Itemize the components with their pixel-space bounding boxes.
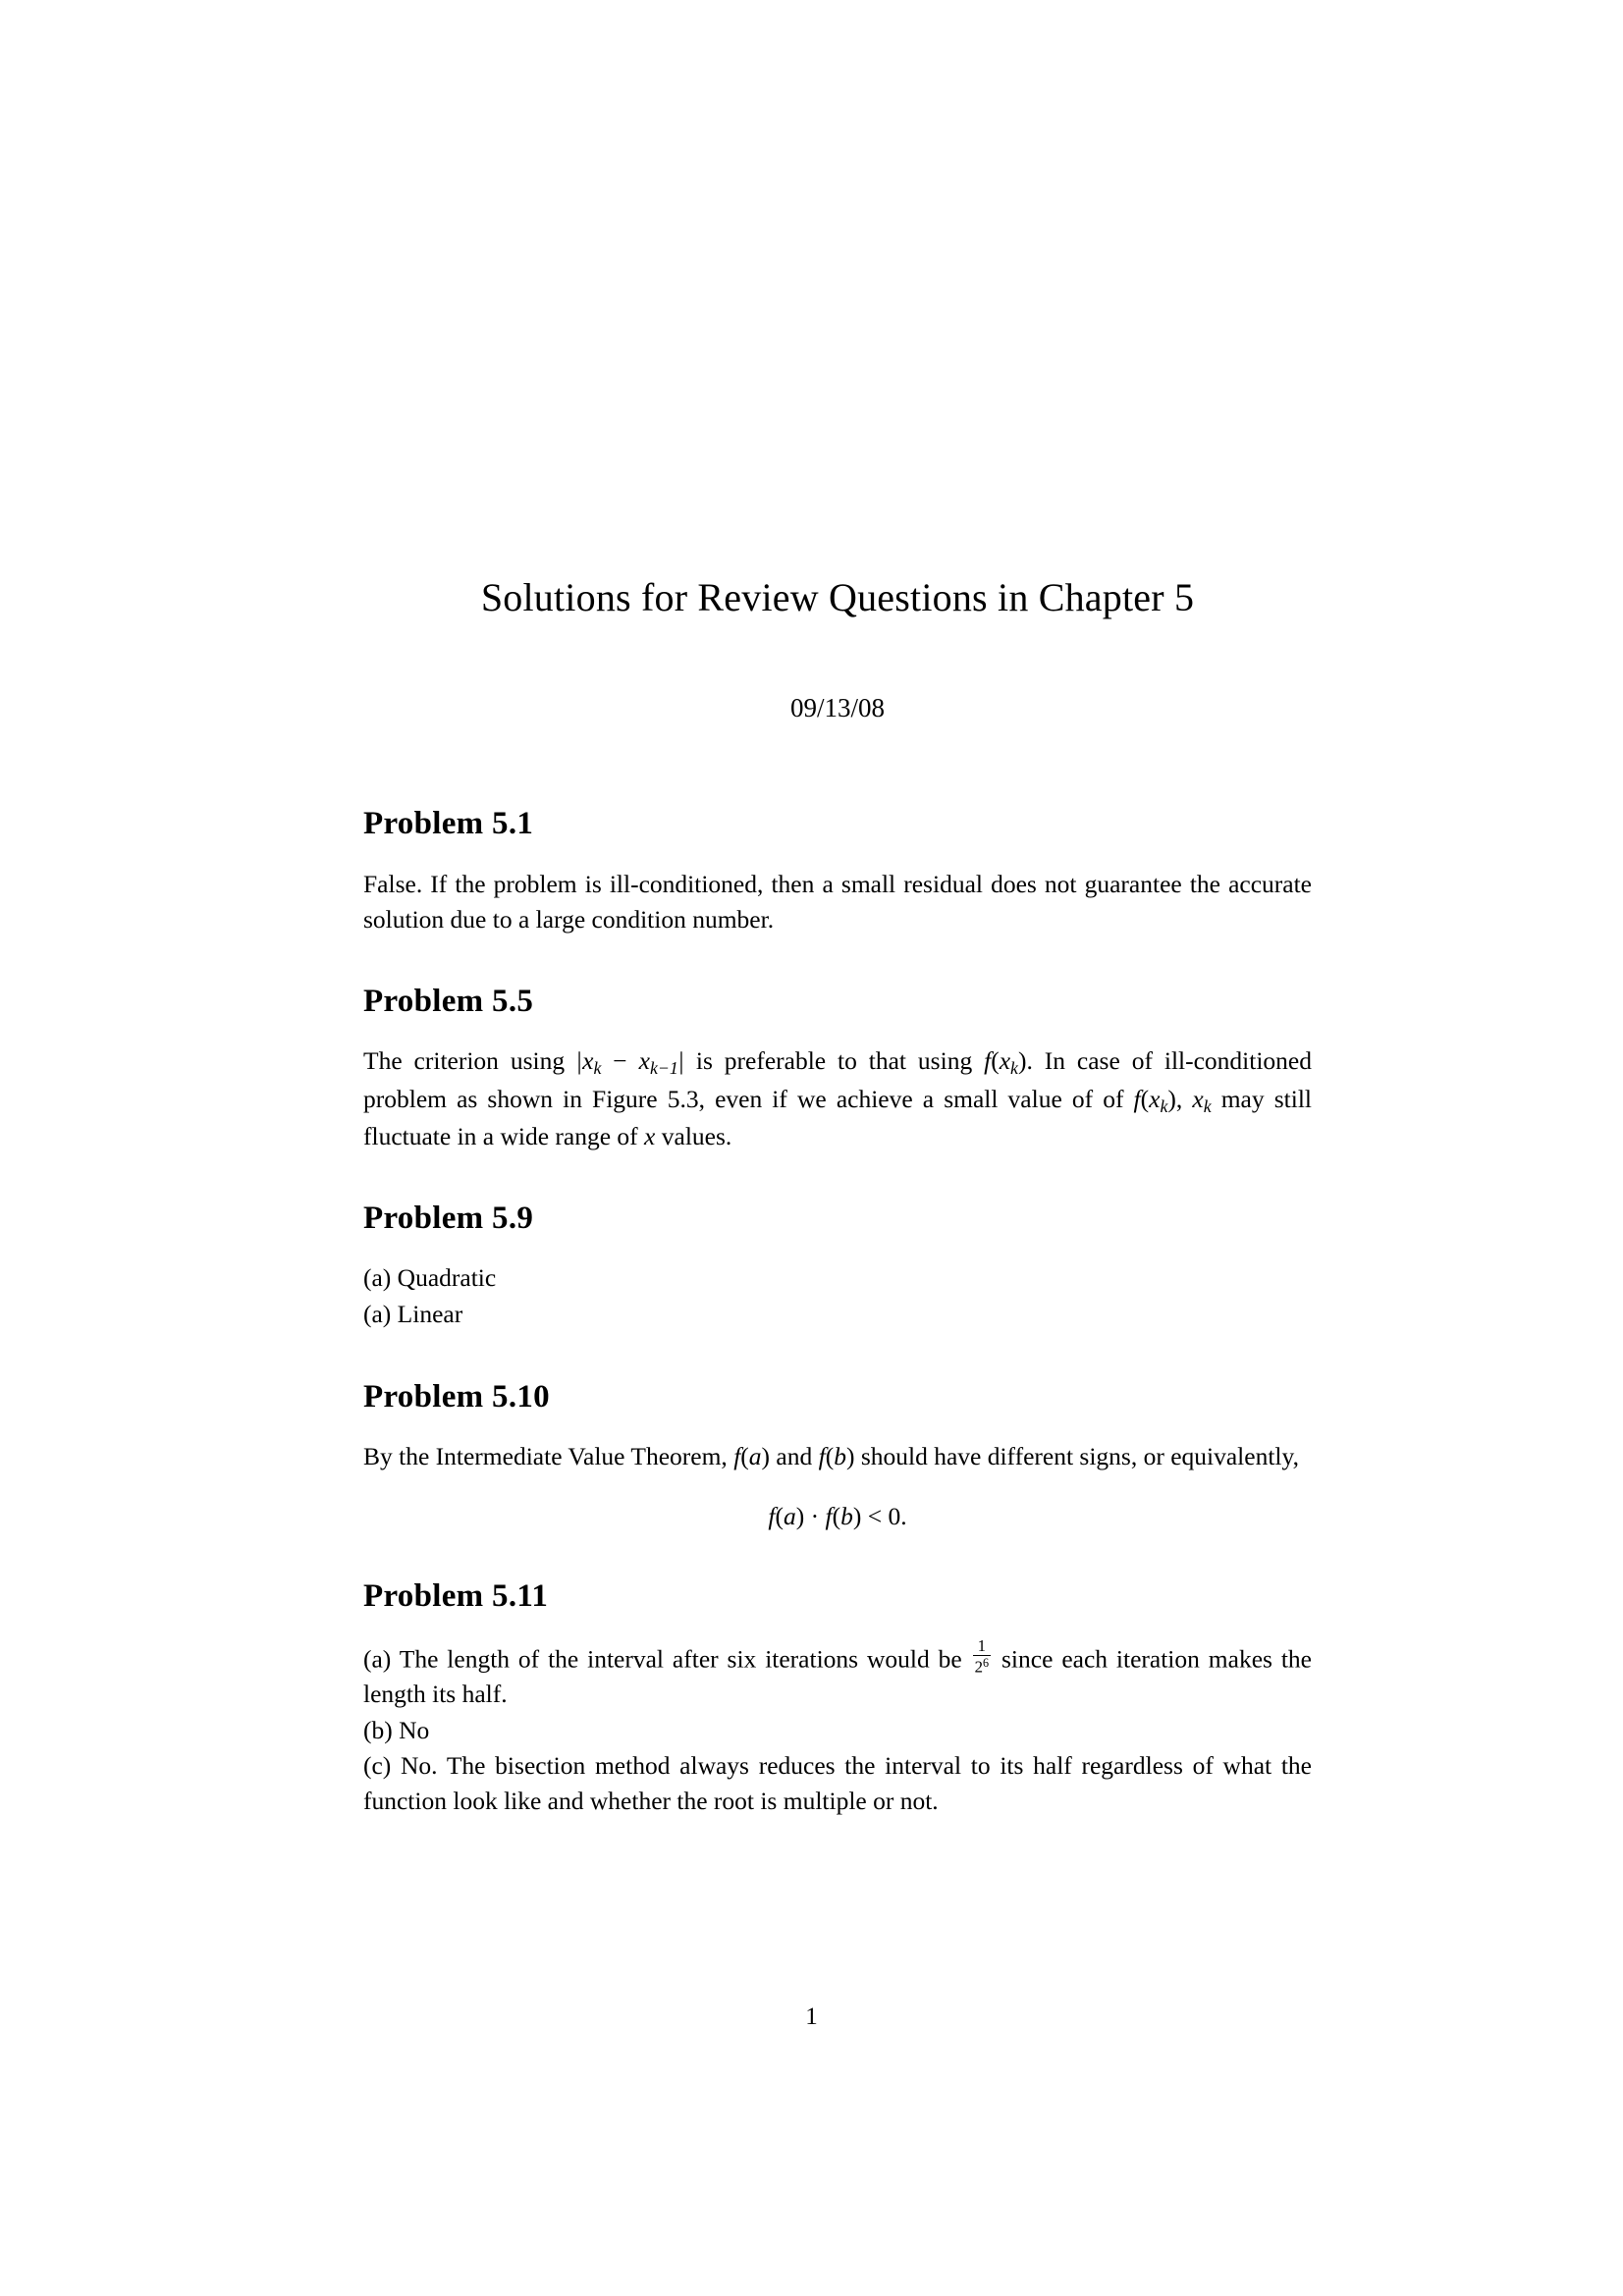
paragraph-problem-5-1: False. If the problem is ill-conditioned, then a small residual does not guarantee the accurate solution due to a large condition number.: [363, 869, 1312, 934]
math-paren-close: ): [1017, 1046, 1027, 1076]
paragraph-problem-5-10: [363, 1439, 1312, 1474]
math-subscript-k-minus-1: k−1: [649, 1058, 678, 1079]
math-function-f: f: [984, 1046, 992, 1076]
paragraph-problem-5-5: [363, 1043, 1312, 1154]
math-function-f: f: [733, 1442, 741, 1471]
text-fragment: (a) The length of the interval after six iterations would be: [363, 1644, 971, 1674]
section-problem-5-11: [363, 1576, 1312, 1819]
section-problem-5-10: [363, 1377, 1312, 1533]
heading-problem-5-1: Problem 5.1: [363, 806, 534, 842]
abs-bar-close: |: [678, 1046, 684, 1076]
text-fragment: . In case of ill-conditioned problem as shown in Figure 5.3, even if we achieve a small value of: [363, 1046, 1312, 1113]
math-relation-less-than-zero: < 0.: [861, 1502, 907, 1531]
text-fragment: should have different signs, or equivalently,: [854, 1442, 1299, 1471]
fraction-numerator: 1: [977, 1635, 987, 1655]
answer-item-a: [363, 1635, 1312, 1713]
math-dot-operator: ·: [804, 1502, 826, 1531]
math-variable-x: x: [1192, 1084, 1204, 1113]
section-problem-5-1: [363, 804, 1312, 937]
math-paren-open: (: [740, 1442, 749, 1471]
document-date: 09/13/08: [789, 693, 885, 722]
math-function-f: f: [825, 1502, 833, 1531]
math-function-f: f: [1133, 1084, 1141, 1113]
math-paren-close: ): [845, 1442, 855, 1471]
math-variable-x: x: [644, 1121, 656, 1150]
math-paren-open: (: [991, 1046, 1000, 1076]
math-paren-close: ): [852, 1502, 862, 1531]
answer-item: (a) Quadratic: [363, 1263, 497, 1293]
text-fragment: By the Intermediate Value Theorem,: [363, 1442, 734, 1471]
math-function-f: f: [768, 1502, 776, 1531]
math-variable-x: x: [999, 1046, 1011, 1076]
heading-problem-5-11: Problem 5.11: [363, 1578, 549, 1615]
spacer: [363, 1239, 1312, 1260]
math-subscript-k: k: [593, 1058, 602, 1079]
heading-problem-5-10: Problem 5.10: [363, 1378, 550, 1415]
text-fragment: The criterion using: [363, 1046, 577, 1076]
fraction-denominator: [973, 1655, 991, 1676]
answer-item-b: (b) No: [363, 1715, 430, 1744]
spacer: [363, 723, 1312, 804]
answer-item-c: (c) No. The bisection method always reduces the interval to its half regardless of what the function look like and whether the root is multiple or not.: [363, 1750, 1312, 1815]
math-paren-close: ): [795, 1502, 805, 1531]
math-paren-open: (: [825, 1442, 835, 1471]
page-title: Solutions for Review Questions in Chapter 5: [480, 575, 1195, 619]
math-subscript-k: k: [1203, 1095, 1212, 1116]
text-fragment: since each iteration makes the length its half.: [363, 1644, 1312, 1709]
math-variable-a: a: [748, 1442, 762, 1471]
spacer: [363, 1532, 1312, 1576]
spacer: [363, 845, 1312, 867]
section-problem-5-5: [363, 982, 1312, 1154]
denominator-base: 2: [974, 1657, 984, 1677]
math-variable-a: a: [783, 1502, 796, 1531]
math-variable-x: x: [582, 1046, 594, 1076]
math-paren-close: ): [761, 1442, 771, 1471]
math-paren-open: (: [832, 1502, 841, 1531]
text-fragment: and: [770, 1442, 819, 1471]
math-variable-b: b: [834, 1442, 846, 1471]
page-number: 1: [805, 2003, 818, 2030]
fraction-one-over-two-to-sixth: [973, 1637, 991, 1676]
text-fragment: is preferable to that using: [683, 1046, 985, 1076]
document-content: [363, 0, 1312, 1819]
math-variable-x: x: [1149, 1084, 1161, 1113]
equation-product-sign-condition: [363, 1474, 1312, 1532]
math-paren-close: ): [1167, 1084, 1176, 1113]
math-paren-open: (: [775, 1502, 784, 1531]
math-minus: −: [601, 1046, 639, 1076]
heading-problem-5-5: Problem 5.5: [363, 984, 534, 1020]
math-variable-x: x: [638, 1046, 650, 1076]
spacer: [363, 1154, 1312, 1199]
denominator-exponent: 6: [983, 1655, 990, 1670]
math-variable-b: b: [840, 1502, 853, 1531]
spacer: [363, 1417, 1312, 1439]
math-subscript-k: k: [1010, 1058, 1018, 1079]
math-paren-open: (: [1140, 1084, 1150, 1113]
text-fragment: ,: [1175, 1084, 1193, 1113]
text-fragment: values.: [655, 1121, 732, 1150]
text-fragment: may still fluctuate in a wide range of: [363, 1084, 1312, 1150]
text-fragment: of: [1103, 1084, 1134, 1113]
spacer: [363, 1022, 1312, 1043]
abs-bar-open: |: [576, 1046, 582, 1076]
heading-problem-5-9: Problem 5.9: [363, 1201, 534, 1237]
math-subscript-k: k: [1160, 1095, 1168, 1116]
spacer: [363, 937, 1312, 982]
math-function-f: f: [818, 1442, 826, 1471]
section-problem-5-9: [363, 1199, 1312, 1332]
answer-item: (a) Linear: [363, 1299, 463, 1328]
spacer: [363, 1332, 1312, 1377]
spacer: [363, 1618, 1312, 1639]
